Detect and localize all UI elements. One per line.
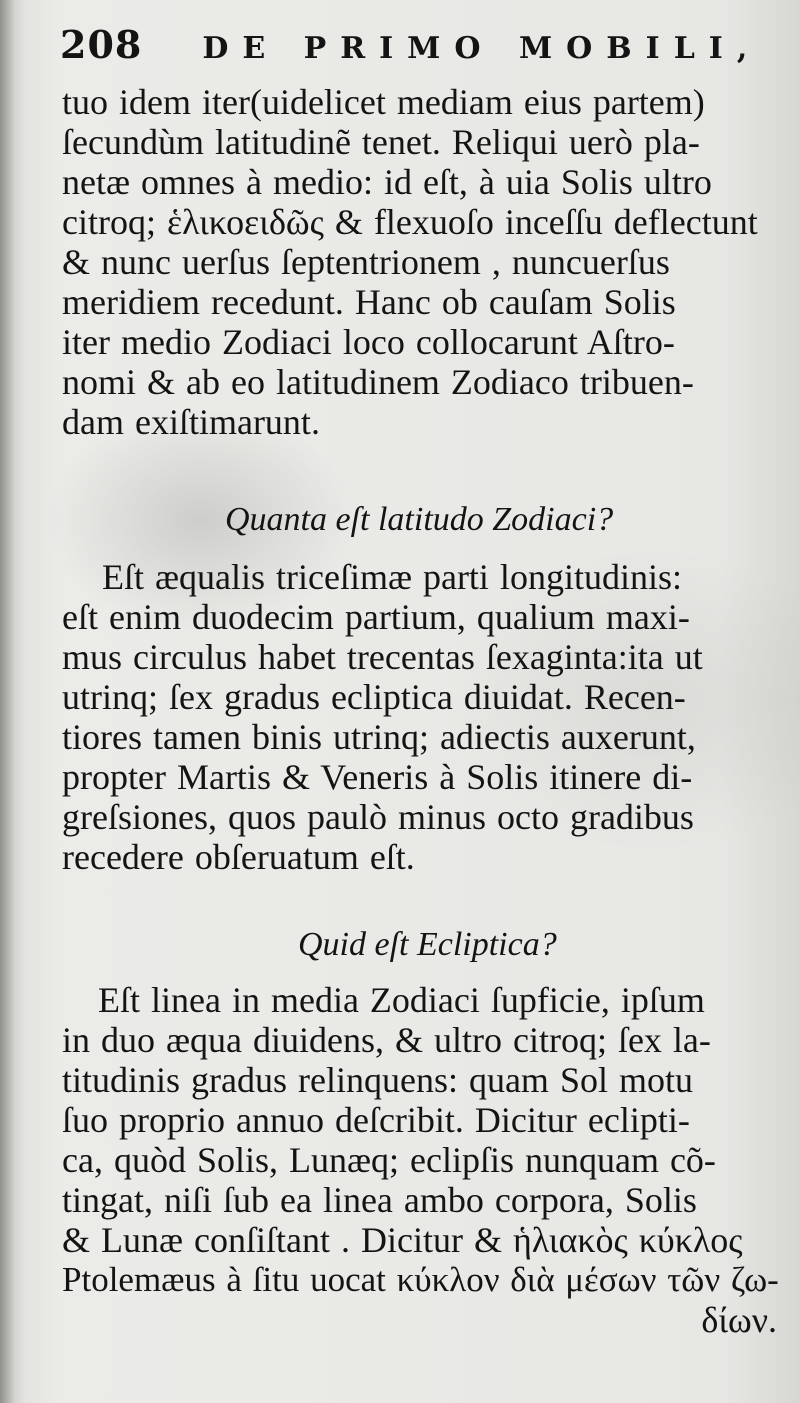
text-line: ſuo proprio annuo deſcribit. Dicitur eclipti- (62, 1100, 690, 1140)
text-line: eſt enim duodecim partium, qualium maxi- (62, 597, 690, 637)
text-line: utrinq; ſex gradus ecliptica diuidat. Recen- (62, 677, 686, 717)
text-line: tingat, niſi ſub ea linea ambo corpora, Solis (62, 1180, 697, 1220)
text-line: mus circulus habet trecentas ſexaginta:ita ut (62, 637, 703, 677)
text-line: ca, quòd Solis, Lunæq; eclipſis nunquam cõ- (62, 1140, 716, 1180)
running-head: DE PRIMO MOBILI, (202, 31, 762, 66)
paragraph-1 (62, 82, 787, 442)
text-line: iter medio Zodiaci loco collocarunt Aſtro- (62, 322, 675, 362)
text-line: nomi & ab eo latitudinem Zodiaco tribuen- (62, 362, 694, 402)
text-line: Ptolemæus à ſitu uocat κύκλον διὰ μέσων τῶν ζω- (62, 1260, 779, 1299)
text-line: Eſt linea in media Zodiaci ſupficie, ipſum (98, 980, 705, 1020)
text-line: tiores tamen binis utrinq; adiectis auxerunt, (62, 717, 696, 757)
text-line: propter Martis & Veneris à Solis itinere di- (62, 757, 693, 797)
text-line: ſecundùm latitudinẽ tenet. Reliqui uerò pla- (62, 122, 700, 162)
text-line: greſsiones, quos paulò minus octo gradibus (62, 797, 694, 837)
question-heading-ecliptic: Quid eſt Ecliptica? (298, 926, 557, 963)
page-number: 208 (60, 22, 143, 67)
paragraph-2 (62, 557, 787, 877)
text-line: meridiem recedunt. Hanc ob cauſam Solis (62, 282, 676, 322)
text-line: & Lunæ conſiſtant . Dicitur & ἡλιακὸς κύκλος (62, 1220, 743, 1260)
text-line: dam exiſtimarunt. (62, 402, 320, 442)
text-line: citroq; ἑλικοειδῶς & flexuoſo inceſſu deflectunt (62, 202, 758, 242)
text-line: & nunc uerſus ſeptentrionem , nuncuerſus (62, 242, 670, 282)
text-line: tuo idem iter(uidelicet mediam eius partem) (62, 82, 705, 122)
text-line: Eſt æqualis triceſimæ parti longitudinis: (102, 557, 682, 597)
text-line: recedere obſeruatum eſt. (62, 837, 415, 877)
text-line: titudinis gradus relinquens: quam Sol motu (62, 1060, 693, 1100)
text-line: netæ omnes à medio: id eſt, à uia Solis ultro (62, 162, 712, 202)
page-header (60, 22, 780, 72)
paragraph-3 (62, 980, 787, 1340)
text-line: in duo æqua diuidens, & ultro citroq; ſex la- (62, 1020, 711, 1060)
page-binding-edge (0, 0, 14, 1403)
question-heading-latitude: Quanta eſt latitudo Zodiaci? (225, 501, 614, 538)
text-line: δίων. (701, 1300, 777, 1340)
